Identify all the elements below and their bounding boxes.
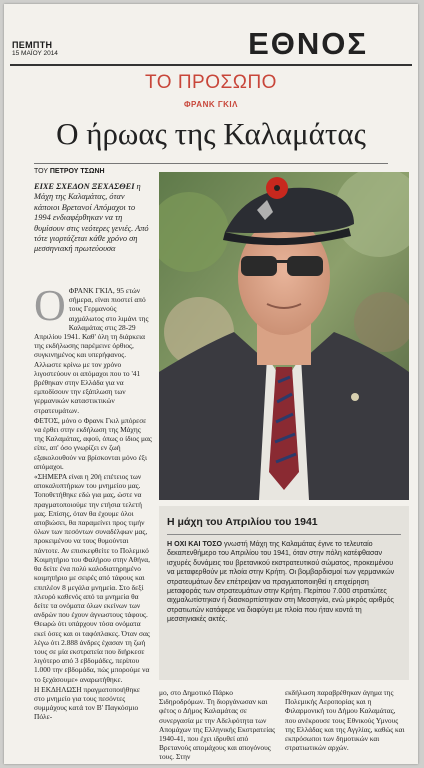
person-name: ΦΡΑΝΚ ΓΚΙΛ bbox=[183, 100, 238, 109]
masthead bbox=[4, 4, 418, 66]
issue-date: 15 ΜΑΪΟΥ 2014 bbox=[12, 50, 58, 57]
article-column-3 bbox=[285, 688, 405, 753]
veteran-portrait-image bbox=[159, 172, 409, 500]
issue-day: ΠΕΜΠΤΗ bbox=[12, 40, 53, 50]
headline-rule bbox=[34, 163, 388, 164]
paragraph: ΦΡΑΝΚ ΓΚΙΛ, 95 ετών σήμερα, είναι πιοστεί από τους Γερμανούς αιχμάλωτος στο λιμάνι της Καλαμάτας στις 28-29 Απριλίου 1941. Καθ' όλη τη διάρκεια της εκδήλωσης παρέμεινε όρθιος, συγκινημένος και υπερήφανος. Αλλωστε κρίνω με τον χρόνο λιγοστεύουν οι απόμαχοι που το '41 βρέθηκαν στην Ελλάδα για να εμποδίσουν την εξάπλωση των γερμανικών καταστικτικών στρατευμάτων. bbox=[34, 286, 149, 415]
drop-cap: Ο bbox=[34, 281, 66, 330]
masthead-rule bbox=[10, 64, 412, 66]
sidebar-title: Η μάχη του Απριλίου του 1941 bbox=[167, 516, 318, 528]
section-title: ΤΟ ΠΡΟΣΩΠΟ bbox=[145, 72, 277, 93]
sidebar-caps: Η ΟΧΙ ΚΑΙ ΤΟΣΟ bbox=[167, 540, 222, 548]
paragraph: «ΣΗΜΕΡΑ είναι η 20ή επέτειος των αποκαλυπτήριων του μνημείου μας. Τοποθετήθηκε εδώ για μας, ώστε να πραγματοποιούμε την ετήσια τελετή μας. Επίσης, όταν θα έχουμε όλοι αποβιώσει, θα παραμείνει προς τιμήν όλων των πεσόντων συναδέλφων μας, προκειμένου να τους θυμούνται πάντοτε. Αν επισκεφθείτε το Πολεμικό Κοιμητήριο του Φαλήρου στην Αθήνα, θα δείτε ένα πολύ καλοδιατηρημένο κοιμητήριο με σειρές από τάφους και επιπλέον 8 μεγάλα μνημεία. Στο δεξί πλευρό καθενός από τα μνημεία θα δείτε τα ονόματα όλων εκείνων των ανδρών που έχουν άγνωστους τάφους. Θεωρώ ότι υπάρχουν τόσα ονόματα εκεί όσες και οι ταφόπλακες. Όταν σας λέγω ότι 2.888 άνδρες έχασαν τη ζωή τους σε μία εκστρατεία που διήρκεσε λιγότερο από 3 εβδομάδες, περίπου 1.000 την εβδομάδα, πώς μπορούμε να το ξεχάσουμε» αναρωτήθηκε. bbox=[34, 472, 151, 684]
portrait-photo bbox=[159, 172, 409, 500]
sidebar-body: γνωστή Μάχη της Καλαμάτας έγινε το τελευταίο δεκαπενθήμερο του Απριλίου του 1941, όταν στην πόλη κατέφθασαν ισχυρές δυνάμεις του βρετανικού εκστρατευτικού σώματος, προκειμένου να μεταφερθούν με πλοία στην Κρήτη. Οι βομβαρδισμοί των γερμανικών στρατευμάτων δεν επέτρεψαν να πραγματοποιηθεί η επιχείρηση μεταφοράς των στρατευμάτων στην Κρήτη. Περίπου 7.000 στρατιώτες αιχμαλωτίστηκαν ή διασκορπίστηκαν στη Μεσσηνία, ενώ μικρός αριθμός στρατιωτών κατάφερε να διαφύγει με πλοία που ήταν κοντά τη μεσσηνιακές ακτές. bbox=[167, 540, 395, 624]
newspaper-page bbox=[4, 4, 418, 764]
paragraph: μο, στο Δημοτικό Πάρκο Σιδηροδρόμων. Τη διοργάνωσαν και φέτος ο Δήμος Καλαμάτας σε συνεργασία με την Αδελφότητα των Απομάχων της Ελληνικής Εκστρατείας 1940-41, που έχει ιδρυθεί από Βρετανούς απομάχους και απογόνους τους. Στην bbox=[159, 688, 276, 762]
paragraph: εκδήλωση παραβρέθηκαν άγημα της Πολεμικής Αεροπορίας και η Φιλαρμονική του Δήμου Καλαμάτας, που ανέκρουσε τους Εθνικούς Υμνους της Ελλάδας και της Αγγλίας, καθώς και εκπρόσωποι των δημοτικών και στρατιωτικών αρχών. bbox=[285, 688, 405, 753]
paragraph: Η ΕΚΔΗΛΩΣΗ πραγματοποιήθηκε στο μνημείο για τους πεσόντες συμμάχους κατά τον Β' Παγκόσμιο Πόλε- bbox=[34, 684, 141, 722]
byline-author: ΠΕΤΡΟΥ ΤΣΩΝΗ bbox=[49, 168, 105, 175]
sidebar-box bbox=[159, 506, 409, 680]
article-column-1 bbox=[34, 281, 152, 723]
newspaper-logo: ΕΘΝΟΣ bbox=[248, 26, 368, 61]
sidebar-rule bbox=[167, 534, 401, 535]
byline bbox=[34, 168, 105, 175]
article-headline: Ο ήρωας της Καλαμάτας bbox=[56, 116, 366, 151]
lead-text: η Μάχη της Καλαμάτας, όταν κάποιοι Βρετανοί Απόμαχοι το 1994 ενδιαφέρθηκαν να τη θυμίσουν στις νεότερες γενιές. Από τότε γιορτάζεται κάθε χρόνο ση μεσσηνιακή πρωτεύουσα bbox=[34, 182, 149, 254]
article-column-2 bbox=[159, 688, 277, 763]
article-lead bbox=[34, 182, 152, 255]
paragraph: ΦΕΤΟΣ, μόνο ο Φρανκ Γκιλ μπόρεσε να έρθει στην εκδήλωση της Μάχης της Καλαμάτας, αφού, όπως ο ίδιος μας είπε, απ' όσο γνωρίζει εν ζωή εξακολουθούν να βρίσκονται μόνο έξι απόμαχοι. bbox=[34, 415, 152, 471]
sidebar-text bbox=[167, 540, 401, 625]
byline-prefix: ΤΟΥ bbox=[34, 168, 48, 175]
lead-caps: ΕΙΧΕ ΣΧΕΔΟΝ ΞΕΧΑΣΘΕΙ bbox=[34, 182, 135, 191]
